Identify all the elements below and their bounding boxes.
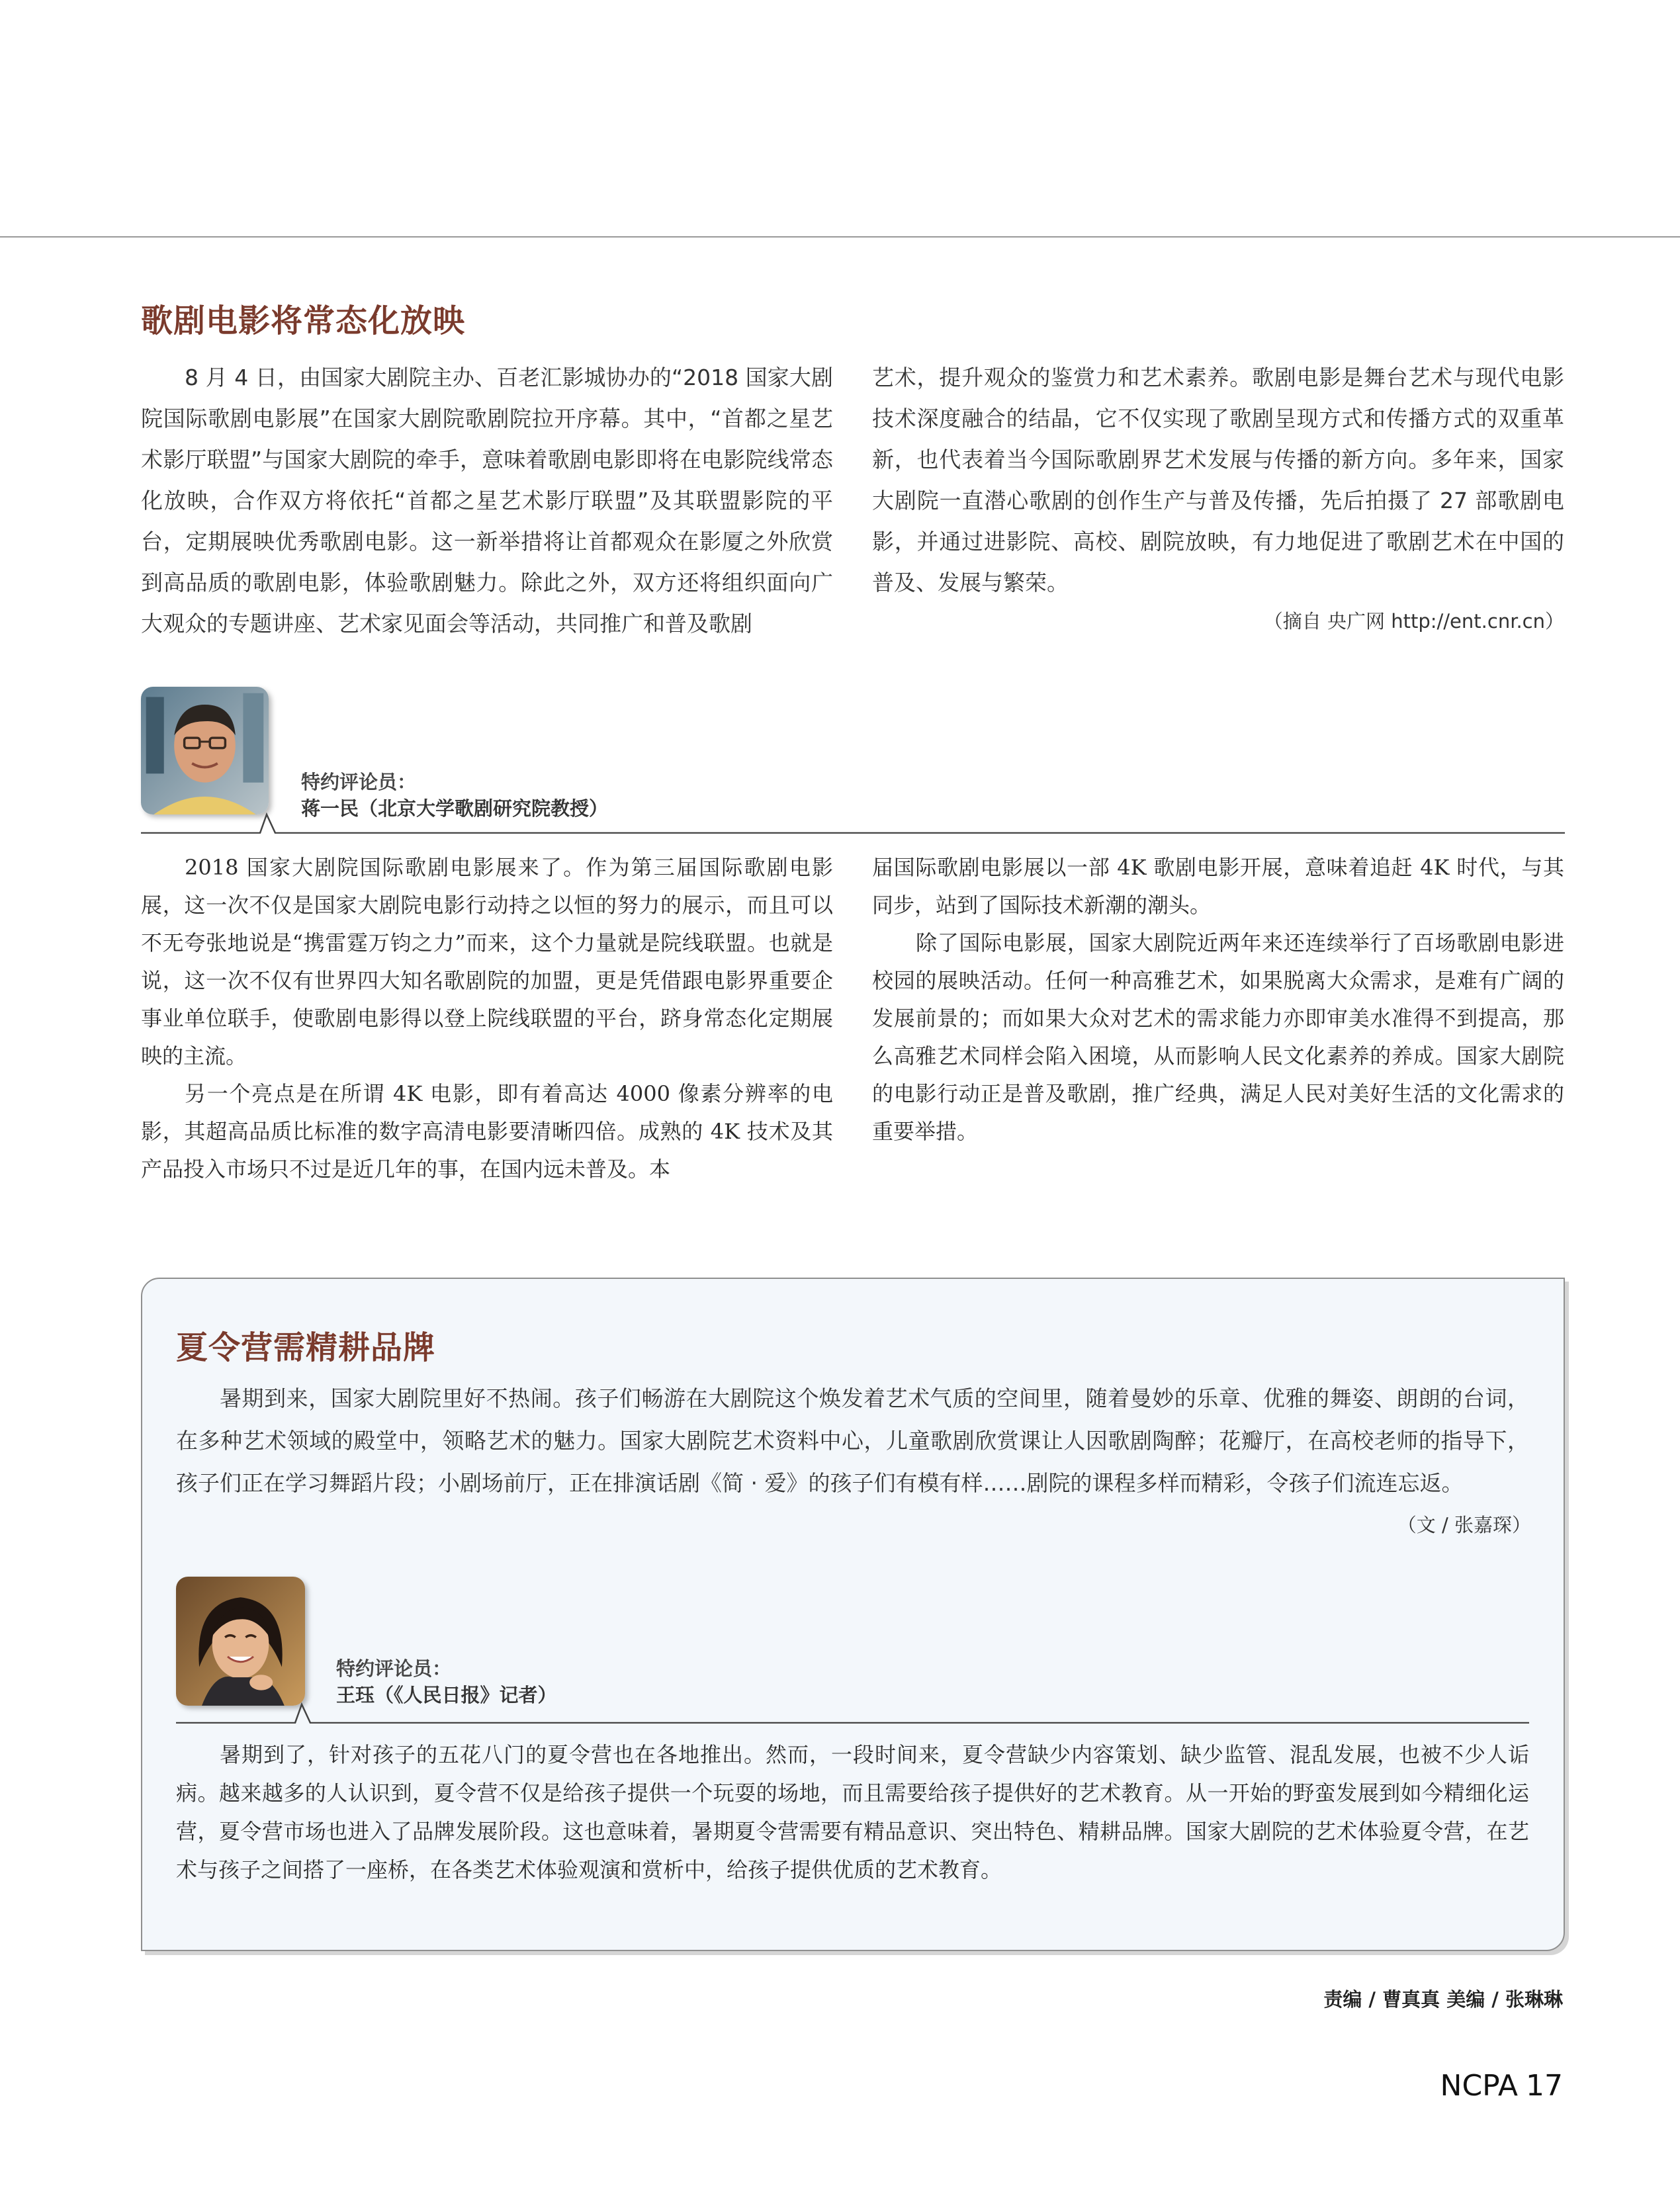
article-column-right	[872, 357, 1564, 603]
critic-photo	[141, 687, 269, 814]
paragraph: 8 月 4 日，由国家大剧院主办、百老汇影城协办的“2018 国家大剧院国际歌剧电影展”在国家大剧院歌剧院拉开序幕。其中，“首都之星艺术影厅联盟”与国家大剧院的牵手，意味着歌剧电影即将在电影院线常态化放映，合作双方将依托“首都之星艺术影厅联盟”及其联盟影院的平台，定期展映优秀歌剧电影。这一新举措将让首都观众在影厦之外欣赏到高品质的歌剧电影，体验歌剧魅力。除此之外，双方还将组织面向广大观众的专题讲座、艺术家见面会等活动，共同推广和普及歌剧	[141, 365, 833, 636]
paragraph: 除了国际电影展，国家大剧院近两年来还连续举行了百场歌剧电影进校园的展映活动。任何一种高雅艺术，如果脱离大众需求，是难有广阔的发展前景的；而如果大众对艺术的需求能力亦即审美水准得不到提高，那么高雅艺术同样会陷入困境，从而影响人民文化素养的养成。国家大剧院的电影行动正是普及歌剧，推广经典，满足人民对美好生活的文化需求的重要举措。	[872, 930, 1564, 1144]
paragraph: 届国际歌剧电影展以一部 4K 歌剧电影开展，意味着追赶 4K 时代，与其同步，站到了国际技术新潮的潮头。	[872, 855, 1564, 918]
editor-credits: 责编 / 曹真真 美编 / 张琳琳	[1323, 1988, 1563, 2011]
critic-label: 特约评论员：	[336, 1657, 452, 1680]
page-footer	[1433, 2069, 1563, 2103]
paragraph: 2018 国家大剧院国际歌剧电影展来了。作为第三届国际歌剧电影展，这一次不仅是国家大剧院电影行动持之以恒的努力的展示，而且可以不无夸张地说是“携雷霆万钧之力”而来，这个力量就是院线联盟。也就是说，这一次不仅有世界四大知名歌剧院的加盟，更是凭借跟电影界重要企事业单位联手，使歌剧电影得以登上院线联盟的平台，跻身常态化定期展映的主流。	[141, 855, 833, 1069]
commentary-body	[176, 1735, 1529, 1889]
paragraph: 暑期到了，针对孩子的五花八门的夏令营也在各地推出。然而，一段时间来，夏令营缺少内容策划、缺少监管、混乱发展，也被不少人诟病。越来越多的人认识到，夏令营不仅是给孩子提供一个玩耍的场地，而且需要给孩子提供好的艺术教育。从一开始的野蛮发展到如今精细化运营，夏令营市场也进入了品牌发展阶段。这也意味着，暑期夏令营需要有精品意识、突出特色、精耕品牌。国家大剧院的艺术体验夏令营，在艺术与孩子之间搭了一座桥，在各类艺术体验观演和赏析中，给孩子提供优质的艺术教育。	[176, 1742, 1529, 1882]
page-number: 17	[1526, 2069, 1563, 2103]
critic-photo	[176, 1577, 305, 1706]
paragraph: 另一个亮点是在所谓 4K 电影，即有着高达 4000 像素分辨率的电影，其超高品质比标准的数字高清电影要清晰四倍。成熟的 4K 技术及其产品投入市场只不过是近几年的事，在国内远未普及。本	[141, 1081, 833, 1182]
callout-divider	[176, 1702, 1529, 1724]
critic-name: 王珏（《人民日报》记者）	[336, 1684, 557, 1706]
commentary-column-left	[141, 849, 833, 1188]
magazine-name: NCPA	[1440, 2069, 1518, 2103]
section-title: 歌剧电影将常态化放映	[141, 302, 466, 339]
commentary-column-right	[872, 849, 1564, 1151]
article-body	[176, 1378, 1529, 1505]
source-credit: （摘自 央广网 http://ent.cnr.cn）	[1263, 610, 1564, 633]
article-column-left	[141, 357, 833, 644]
critic-label: 特约评论员：	[301, 771, 417, 793]
critic-name: 蒋一民（北京大学歌剧研究院教授）	[301, 797, 609, 820]
header-rule	[0, 236, 1680, 238]
paragraph: 暑期到来，国家大剧院里好不热闹。孩子们畅游在大剧院这个焕发着艺术气质的空间里，随着曼妙的乐章、优雅的舞姿、朗朗的台词，在多种艺术领域的殿堂中，领略艺术的魅力。国家大剧院艺术资料中心，儿童歌剧欣赏课让人因歌剧陶醉；花瓣厅，在高校老师的指导下，孩子们正在学习舞蹈片段；小剧场前厅，正在排演话剧《简 · 爱》的孩子们有模有样……剧院的课程多样而精彩，令孩子们流连忘返。	[176, 1385, 1529, 1496]
author-credit: （文 / 张嘉琛）	[1397, 1514, 1531, 1536]
section-title: 夏令营需精耕品牌	[176, 1329, 436, 1366]
callout-divider	[141, 812, 1565, 834]
paragraph: 艺术，提升观众的鉴赏力和艺术素养。歌剧电影是舞台艺术与现代电影技术深度融合的结晶，它不仅实现了歌剧呈现方式和传播方式的双重革新，也代表着当今国际歌剧界艺术发展与传播的新方向。多年来，国家大剧院一直潜心歌剧的创作生产与普及传播，先后拍摄了 27 部歌剧电影，并通过进影院、高校、剧院放映，有力地促进了歌剧艺术在中国的普及、发展与繁荣。	[872, 365, 1564, 595]
